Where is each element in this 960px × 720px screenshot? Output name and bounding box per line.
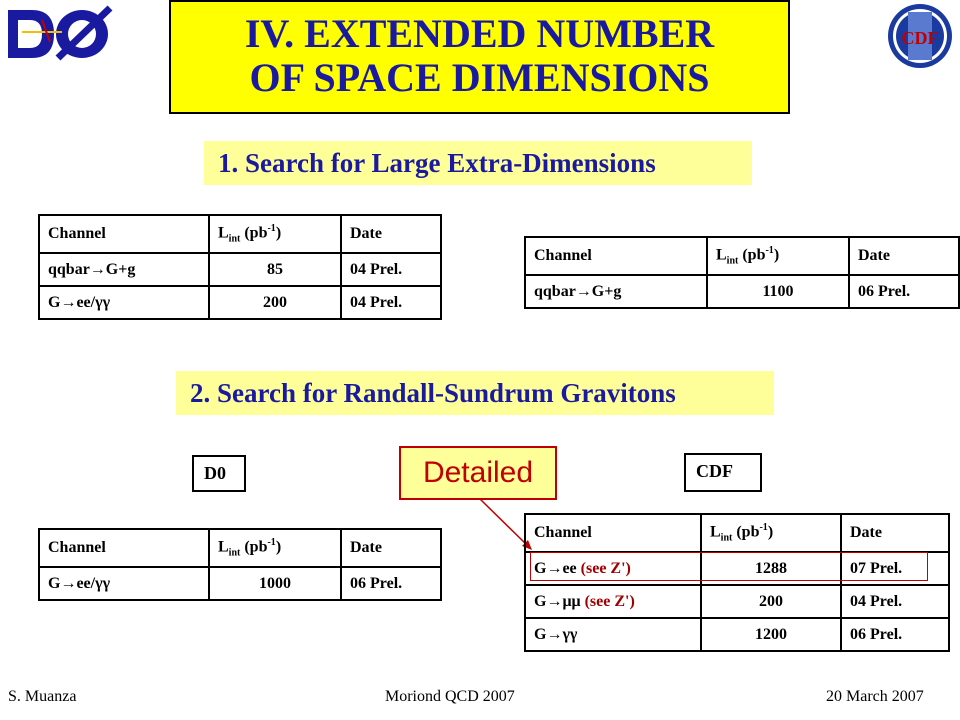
header-date: Date <box>341 529 441 567</box>
cell-channel: G→γγ <box>525 618 701 651</box>
cdf-rs-table <box>524 513 950 652</box>
cdf-logo-icon <box>884 2 956 70</box>
section1-title: 1. Search for Large Extra-Dimensions <box>204 141 752 185</box>
cell-channel: G→μμ (see Z') <box>525 585 701 618</box>
title-box <box>169 0 790 114</box>
cell-channel: qqbar→G+g <box>525 275 707 308</box>
header-channel: Channel <box>39 529 209 567</box>
cell-date: 07 Prel. <box>841 552 949 585</box>
cell-date: 06 Prel. <box>841 618 949 651</box>
cell-lint: 200 <box>701 585 841 618</box>
cell-date: 06 Prel. <box>341 567 441 600</box>
header-lint: $L_{int}$ $(pb^{-1})$ <box>707 237 849 275</box>
detailed-callout: Detailed <box>399 446 557 500</box>
table-row <box>39 253 441 286</box>
footer-event: Moriond QCD 2007 <box>385 688 515 705</box>
header-date: Date <box>841 514 949 552</box>
header-date: Date <box>849 237 959 275</box>
table-row <box>525 618 949 651</box>
header-lint: $L_{int}$ $(pb^{-1})$ <box>209 529 341 567</box>
header-channel: Channel <box>525 237 707 275</box>
table-row <box>525 585 949 618</box>
cell-channel: G→ee (see Z') <box>525 552 701 585</box>
cell-lint: 1288 <box>701 552 841 585</box>
header-date: Date <box>341 215 441 253</box>
cell-date: 04 Prel. <box>841 585 949 618</box>
d0-logo-icon <box>2 2 120 62</box>
cell-channel: G→ee/γγ <box>39 286 209 319</box>
section2-title: 2. Search for Randall-Sundrum Gravitons <box>176 371 774 415</box>
cell-date: 06 Prel. <box>849 275 959 308</box>
cell-lint: 200 <box>209 286 341 319</box>
footer-author: S. Muanza <box>8 688 77 705</box>
table-header-row <box>39 215 441 253</box>
cdf-led-table <box>524 236 960 309</box>
cdf-logo <box>884 2 956 70</box>
highlight-box <box>530 552 928 581</box>
cell-lint: 85 <box>209 253 341 286</box>
d0-label: D0 <box>192 455 246 492</box>
d0-rs-table <box>38 528 442 601</box>
header-lint: $L_{int}$ $(pb^{-1})$ <box>209 215 341 253</box>
title-line-2: OF SPACE DIMENSIONS <box>249 55 710 100</box>
cell-lint: 1000 <box>209 567 341 600</box>
table-header-row <box>525 514 949 552</box>
d0-logo <box>2 2 120 62</box>
table-row <box>39 286 441 319</box>
cell-channel: G→ee/γγ <box>39 567 209 600</box>
cdf-label: CDF <box>684 453 762 492</box>
header-channel: Channel <box>525 514 701 552</box>
table-header-row <box>39 529 441 567</box>
d0-led-table <box>38 214 442 320</box>
header-channel: Channel <box>39 215 209 253</box>
table-row <box>525 275 959 308</box>
header-lint: $L_{int}$ $(pb^{-1})$ <box>701 514 841 552</box>
cell-date: 04 Prel. <box>341 286 441 319</box>
table-header-row <box>525 237 959 275</box>
cell-lint: 1100 <box>707 275 849 308</box>
table-row <box>39 567 441 600</box>
cell-lint: 1200 <box>701 618 841 651</box>
cell-date: 04 Prel. <box>341 253 441 286</box>
cell-channel: qqbar→G+g <box>39 253 209 286</box>
footer-date: 20 March 2007 <box>826 688 924 705</box>
svg-text:CDF: CDF <box>901 28 939 48</box>
title-line-1: IV. EXTENDED NUMBER <box>244 11 715 56</box>
